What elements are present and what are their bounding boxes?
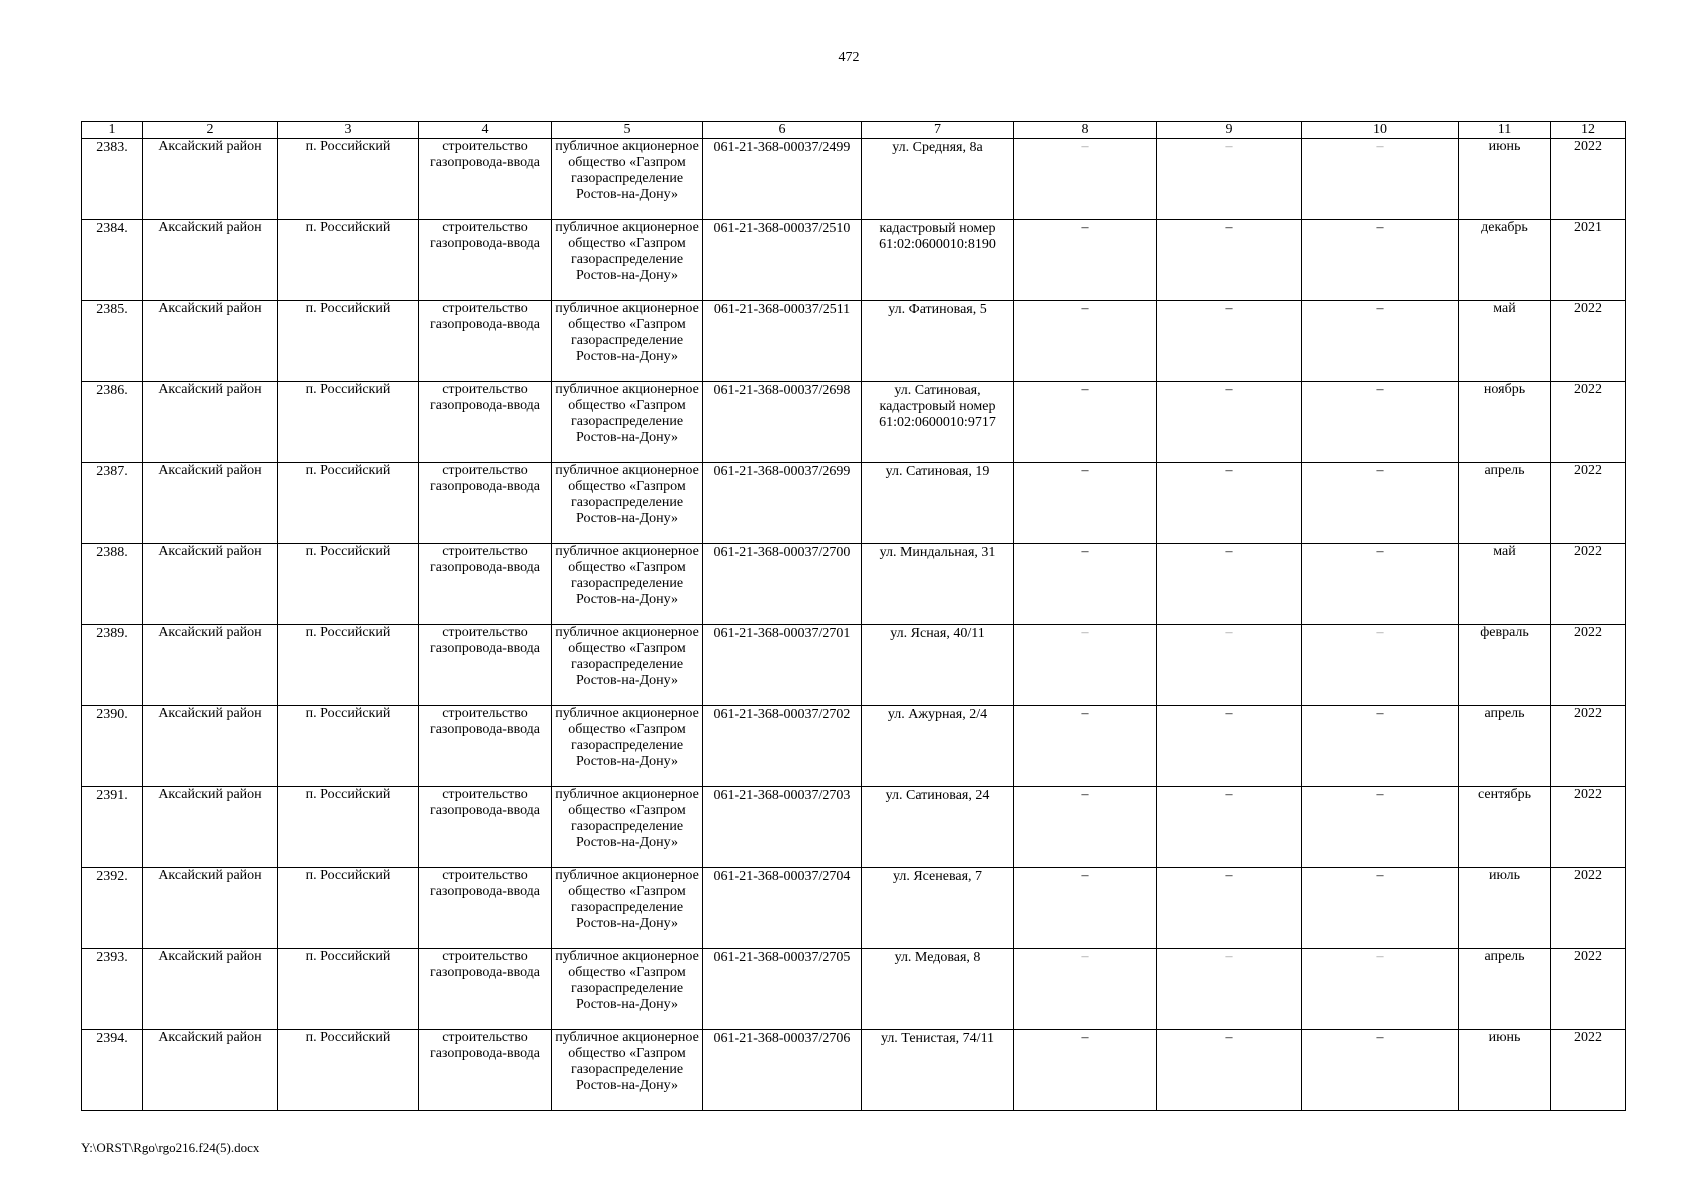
header-row (82, 122, 1626, 139)
column-9-cell: – (1157, 463, 1302, 544)
row-number: 2389. (82, 625, 143, 706)
work-type-cell: строительство газопровода-ввода (419, 1030, 552, 1111)
table-row (82, 1030, 1626, 1111)
district-cell: Аксайский район (143, 787, 278, 868)
row-number: 2386. (82, 382, 143, 463)
table-body (82, 139, 1626, 1111)
month-cell: апрель (1459, 706, 1551, 787)
month-cell: май (1459, 544, 1551, 625)
row-number: 2392. (82, 868, 143, 949)
row-number: 2390. (82, 706, 143, 787)
column-header-6: 6 (703, 122, 862, 139)
month-cell: декабрь (1459, 220, 1551, 301)
row-number: 2393. (82, 949, 143, 1030)
address-cell: ул. Ясная, 40/11 (862, 625, 1014, 706)
settlement-cell: п. Российский (278, 625, 419, 706)
column-10-cell: – (1302, 625, 1459, 706)
column-9-cell: – (1157, 139, 1302, 220)
column-10-cell: – (1302, 139, 1459, 220)
column-header-12: 12 (1551, 122, 1626, 139)
column-8-cell: – (1014, 625, 1157, 706)
data-table (81, 121, 1626, 1111)
column-8-cell: – (1014, 544, 1157, 625)
column-9-cell: – (1157, 382, 1302, 463)
month-cell: ноябрь (1459, 382, 1551, 463)
column-10-cell: – (1302, 1030, 1459, 1111)
work-type-cell: строительство газопровода-ввода (419, 949, 552, 1030)
month-cell: апрель (1459, 463, 1551, 544)
district-cell: Аксайский район (143, 1030, 278, 1111)
column-8-cell: – (1014, 139, 1157, 220)
organization-cell: публичное акционерное общество «Газпром газораспределение Ростов-на-Дону» (552, 787, 703, 868)
row-number: 2388. (82, 544, 143, 625)
row-number: 2384. (82, 220, 143, 301)
row-number: 2394. (82, 1030, 143, 1111)
column-header-1: 1 (82, 122, 143, 139)
table-header (82, 122, 1626, 139)
month-cell: сентябрь (1459, 787, 1551, 868)
year-cell: 2021 (1551, 220, 1626, 301)
address-cell: ул. Миндальная, 31 (862, 544, 1014, 625)
column-header-4: 4 (419, 122, 552, 139)
district-cell: Аксайский район (143, 463, 278, 544)
work-type-cell: строительство газопровода-ввода (419, 544, 552, 625)
address-cell: ул. Медовая, 8 (862, 949, 1014, 1030)
column-8-cell: – (1014, 301, 1157, 382)
row-number: 2387. (82, 463, 143, 544)
month-cell: апрель (1459, 949, 1551, 1030)
column-header-7: 7 (862, 122, 1014, 139)
page-number: 472 (838, 50, 860, 65)
column-10-cell: – (1302, 220, 1459, 301)
address-cell: ул. Ясеневая, 7 (862, 868, 1014, 949)
settlement-cell: п. Российский (278, 787, 419, 868)
code-cell: 061-21-368-00037/2699 (703, 463, 862, 544)
address-cell: ул. Тенистая, 74/11 (862, 1030, 1014, 1111)
work-type-cell: строительство газопровода-ввода (419, 139, 552, 220)
column-10-cell: – (1302, 382, 1459, 463)
column-10-cell: – (1302, 544, 1459, 625)
column-8-cell: – (1014, 949, 1157, 1030)
year-cell: 2022 (1551, 301, 1626, 382)
settlement-cell: п. Российский (278, 544, 419, 625)
column-9-cell: – (1157, 544, 1302, 625)
code-cell: 061-21-368-00037/2706 (703, 1030, 862, 1111)
organization-cell: публичное акционерное общество «Газпром газораспределение Ростов-на-Дону» (552, 463, 703, 544)
table-row (82, 139, 1626, 220)
column-10-cell: – (1302, 787, 1459, 868)
settlement-cell: п. Российский (278, 220, 419, 301)
district-cell: Аксайский район (143, 544, 278, 625)
district-cell: Аксайский район (143, 382, 278, 463)
organization-cell: публичное акционерное общество «Газпром газораспределение Ростов-на-Дону» (552, 139, 703, 220)
column-8-cell: – (1014, 787, 1157, 868)
document-file-path: Y:\ORST\Rgo\rgo216.f24(5).docx (81, 1140, 260, 1155)
year-cell: 2022 (1551, 625, 1626, 706)
year-cell: 2022 (1551, 949, 1626, 1030)
column-9-cell: – (1157, 868, 1302, 949)
column-9-cell: – (1157, 1030, 1302, 1111)
settlement-cell: п. Российский (278, 463, 419, 544)
code-cell: 061-21-368-00037/2499 (703, 139, 862, 220)
work-type-cell: строительство газопровода-ввода (419, 868, 552, 949)
column-8-cell: – (1014, 382, 1157, 463)
settlement-cell: п. Российский (278, 949, 419, 1030)
column-9-cell: – (1157, 706, 1302, 787)
code-cell: 061-21-368-00037/2702 (703, 706, 862, 787)
column-10-cell: – (1302, 706, 1459, 787)
table-row (82, 220, 1626, 301)
settlement-cell: п. Российский (278, 382, 419, 463)
column-9-cell: – (1157, 220, 1302, 301)
organization-cell: публичное акционерное общество «Газпром газораспределение Ростов-на-Дону» (552, 625, 703, 706)
district-cell: Аксайский район (143, 868, 278, 949)
column-9-cell: – (1157, 949, 1302, 1030)
address-cell: ул. Сатиновая, кадастровый номер 61:02:0600010:9717 (862, 382, 1014, 463)
district-cell: Аксайский район (143, 625, 278, 706)
settlement-cell: п. Российский (278, 1030, 419, 1111)
settlement-cell: п. Российский (278, 868, 419, 949)
table-row (82, 544, 1626, 625)
column-8-cell: – (1014, 868, 1157, 949)
table-row (82, 625, 1626, 706)
code-cell: 061-21-368-00037/2700 (703, 544, 862, 625)
code-cell: 061-21-368-00037/2705 (703, 949, 862, 1030)
column-8-cell: – (1014, 1030, 1157, 1111)
organization-cell: публичное акционерное общество «Газпром газораспределение Ростов-на-Дону» (552, 868, 703, 949)
work-type-cell: строительство газопровода-ввода (419, 220, 552, 301)
address-cell: ул. Сатиновая, 19 (862, 463, 1014, 544)
year-cell: 2022 (1551, 868, 1626, 949)
code-cell: 061-21-368-00037/2703 (703, 787, 862, 868)
code-cell: 061-21-368-00037/2698 (703, 382, 862, 463)
year-cell: 2022 (1551, 1030, 1626, 1111)
column-header-3: 3 (278, 122, 419, 139)
table-row (82, 787, 1626, 868)
settlement-cell: п. Российский (278, 139, 419, 220)
column-8-cell: – (1014, 463, 1157, 544)
row-number: 2383. (82, 139, 143, 220)
column-header-2: 2 (143, 122, 278, 139)
column-8-cell: – (1014, 220, 1157, 301)
work-type-cell: строительство газопровода-ввода (419, 706, 552, 787)
month-cell: февраль (1459, 625, 1551, 706)
district-cell: Аксайский район (143, 139, 278, 220)
code-cell: 061-21-368-00037/2510 (703, 220, 862, 301)
organization-cell: публичное акционерное общество «Газпром газораспределение Ростов-на-Дону» (552, 949, 703, 1030)
settlement-cell: п. Российский (278, 301, 419, 382)
address-cell: ул. Фатиновая, 5 (862, 301, 1014, 382)
column-header-9: 9 (1157, 122, 1302, 139)
work-type-cell: строительство газопровода-ввода (419, 463, 552, 544)
table-row (82, 382, 1626, 463)
column-9-cell: – (1157, 625, 1302, 706)
organization-cell: публичное акционерное общество «Газпром газораспределение Ростов-на-Дону» (552, 301, 703, 382)
column-10-cell: – (1302, 463, 1459, 544)
column-header-11: 11 (1459, 122, 1551, 139)
year-cell: 2022 (1551, 463, 1626, 544)
organization-cell: публичное акционерное общество «Газпром газораспределение Ростов-на-Дону» (552, 544, 703, 625)
row-number: 2391. (82, 787, 143, 868)
column-header-5: 5 (552, 122, 703, 139)
organization-cell: публичное акционерное общество «Газпром газораспределение Ростов-на-Дону» (552, 382, 703, 463)
work-type-cell: строительство газопровода-ввода (419, 625, 552, 706)
address-cell: ул. Ажурная, 2/4 (862, 706, 1014, 787)
month-cell: июнь (1459, 1030, 1551, 1111)
column-header-8: 8 (1014, 122, 1157, 139)
district-cell: Аксайский район (143, 220, 278, 301)
code-cell: 061-21-368-00037/2704 (703, 868, 862, 949)
code-cell: 061-21-368-00037/2511 (703, 301, 862, 382)
settlement-cell: п. Российский (278, 706, 419, 787)
table-row (82, 706, 1626, 787)
column-10-cell: – (1302, 301, 1459, 382)
year-cell: 2022 (1551, 382, 1626, 463)
table-row (82, 949, 1626, 1030)
district-cell: Аксайский район (143, 706, 278, 787)
row-number: 2385. (82, 301, 143, 382)
address-cell: ул. Сатиновая, 24 (862, 787, 1014, 868)
column-header-10: 10 (1302, 122, 1459, 139)
district-cell: Аксайский район (143, 949, 278, 1030)
address-cell: кадастровый номер 61:02:0600010:8190 (862, 220, 1014, 301)
code-cell: 061-21-368-00037/2701 (703, 625, 862, 706)
year-cell: 2022 (1551, 706, 1626, 787)
column-10-cell: – (1302, 949, 1459, 1030)
work-type-cell: строительство газопровода-ввода (419, 382, 552, 463)
column-10-cell: – (1302, 868, 1459, 949)
year-cell: 2022 (1551, 139, 1626, 220)
table-row (82, 868, 1626, 949)
column-8-cell: – (1014, 706, 1157, 787)
month-cell: июнь (1459, 139, 1551, 220)
table-row (82, 463, 1626, 544)
month-cell: июль (1459, 868, 1551, 949)
year-cell: 2022 (1551, 544, 1626, 625)
year-cell: 2022 (1551, 787, 1626, 868)
organization-cell: публичное акционерное общество «Газпром газораспределение Ростов-на-Дону» (552, 220, 703, 301)
table-row (82, 301, 1626, 382)
column-9-cell: – (1157, 787, 1302, 868)
work-type-cell: строительство газопровода-ввода (419, 787, 552, 868)
district-cell: Аксайский район (143, 301, 278, 382)
organization-cell: публичное акционерное общество «Газпром газораспределение Ростов-на-Дону» (552, 1030, 703, 1111)
column-9-cell: – (1157, 301, 1302, 382)
organization-cell: публичное акционерное общество «Газпром газораспределение Ростов-на-Дону» (552, 706, 703, 787)
work-type-cell: строительство газопровода-ввода (419, 301, 552, 382)
address-cell: ул. Средняя, 8а (862, 139, 1014, 220)
month-cell: май (1459, 301, 1551, 382)
